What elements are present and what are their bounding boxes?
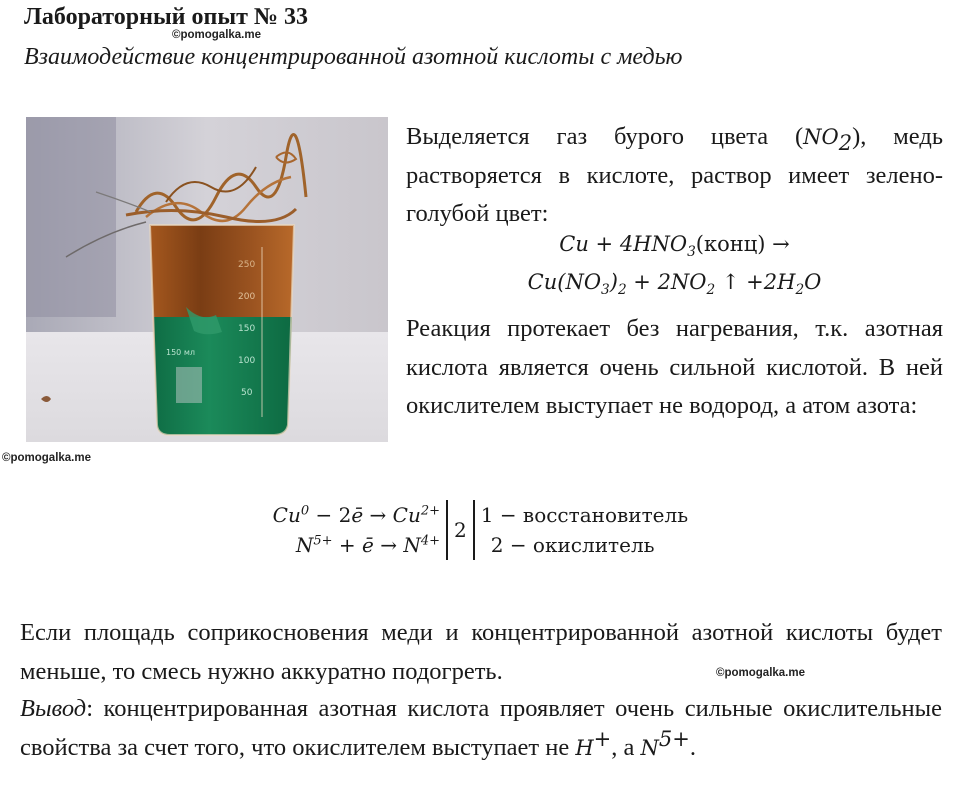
half-reaction-oxidation: $Cu^0$ − 2ē → $Cu^{2+}$	[272, 503, 440, 527]
beaker-mark: 50	[241, 388, 253, 398]
heating-note-paragraph: Если площадь соприкосновения меди и концентрированной азотной кислоты будет меньше, то смесь нужно аккуратно подогреть.	[20, 619, 942, 685]
beaker-mark: 100	[238, 356, 256, 366]
conclusion-paragraph: Вывод: концентрированная азотная кислота проявляет очень сильные окислительные свойства за счет того, что окислителем выступает не H+, а $N^{5+}$.	[20, 695, 942, 761]
role-oxidizer: 2 − окислитель	[490, 533, 655, 557]
equation-line-1: $Cu + 4HNO_3(конц)$ →	[559, 232, 790, 261]
page-title: Лабораторный опыт № 33	[24, 4, 308, 30]
reaction-note-paragraph: Реакция протекает без нагревания, т.к. азотная кислота является очень сильной кислотой. В ней окислителем выступает не водород, а атом азота:	[406, 315, 943, 419]
beaker-mark: 250	[238, 260, 256, 270]
beaker-mark: 150	[238, 324, 256, 334]
experiment-photo	[26, 117, 388, 442]
watermark: ©pomogalka.me	[2, 452, 91, 464]
observation-paragraph: Выделяется газ бурого цвета $(NO_2)$, медь растворяется в кислоте, раствор имеет зелено-голубой цвет:	[406, 123, 943, 227]
redox-balance	[232, 500, 688, 560]
page-subtitle: Взаимодействие концентрированной азотной кислоты с медью	[24, 44, 683, 70]
half-reaction-reduction: $N^{5+}$ + ē → $N^{4+}$	[295, 533, 440, 557]
conclusion-label: Вывод	[20, 695, 87, 722]
role-reducer: 1 − восстановитель	[480, 503, 689, 527]
electron-multiplier: 2	[454, 518, 467, 542]
beaker-mark: 200	[238, 292, 256, 302]
beaker-label: 150 мл	[166, 348, 195, 357]
watermark: ©pomogalka.me	[716, 667, 805, 679]
equation-line-2: $Cu(NO_3)_2 + 2NO_2$ ↑ $+2H_2O$	[527, 270, 822, 299]
watermark: ©pomogalka.me	[172, 29, 261, 41]
